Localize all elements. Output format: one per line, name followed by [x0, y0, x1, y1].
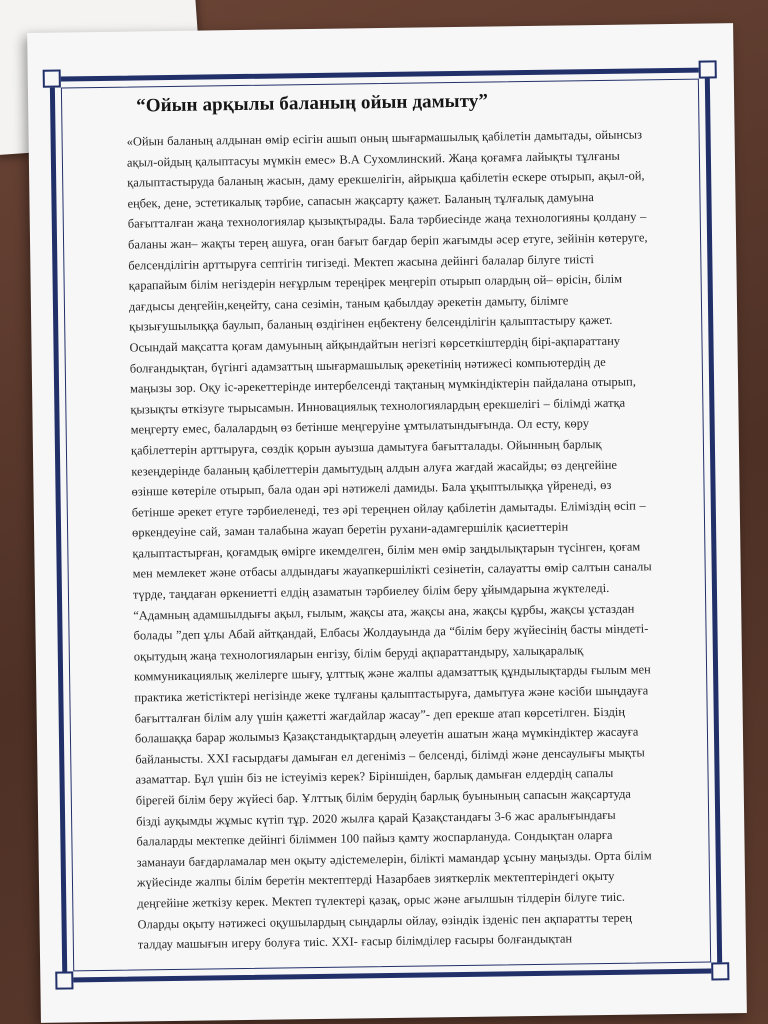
document-title: “Ойын арқылы баланың ойын дамыту”	[136, 90, 489, 117]
border-corner-ornament	[711, 962, 729, 980]
document-content	[126, 88, 658, 955]
border-corner-ornament	[43, 70, 61, 88]
border-corner-ornament	[55, 971, 73, 989]
document-body: «Ойын баланың алдынан өмір есігін ашып оның шығармашылық қабілетін дамытады, ойынсыз ақыл-ойдың қалыптасуы мүмкін емес» В.А Сухомлинский. Жаңа қоғамға лайықты тұлғаны қалыптастыруда баланың жасын, даму ерекшелігін, айрықша қабілетін ескере отырып, ақыл-ой, еңбек, дене, эстетикалық тәрбие, сапасын жақсарту қажет. Баланың тұлғалық дамуына бағытталған жаңа технологиялар қызықтырады. Бала тәрбиесінде жаңа технологияны қолдану – баланы жан– жақты терең ашуға, оған бағыт бағдар беріп жағымды әсер етуге, зейінін көтеруге, белсенділігін арттыруға септігін тигізеді. Мектеп жасына дейінгі балалар білуге тиісті қарапайым білім негіздерін неғұрлым тереңірек меңгеріп отырып олардың ой– өрісін, білім дағдысы деңгейін,кеңейту, сана сезімін, таным қабылдау әрекетін дамыту, білімге қызығушылыққа баулып, баланың өздігінен еңбектену белсенділігін қалыптастыру қажет. Осындай мақсатта қоғам дамуының айқындайтын негізгі көрсеткіштердің бірі-ақпараттану болғандықтан, бүгінгі адамзаттың шығармашылық әрекетінің нәтижесі компьютердің де маңызы зор. Оқу іс-әрекеттерінде интербелсенді тақтаның мүмкіндіктерін пайдалана отырып, қызықты өткізуге тырысамын. Инновациялық технологиялардың ерекшелігі – білімді жатқа меңгерту емес, балалардың өз бетінше меңгеруіне ұмтылатындығында. Ол есту, көру қабілеттерін арттыруға, сөздік қорын ауызша дамытуға бағытталады. Ойынның барлық кезеңдерінде баланың қабілеттерін дамытудың алдын алуға жағдай жасайды; өз деңгейіне өзінше көтеріле отырып, бала одан әрі нәтижелі дамиды. Бала ұқыптылыққа үйренеді, өз бетінше әрекет етуге тәрбиеленеді, тез әрі тереңнен ойлау қабілетін дамытады. Еліміздің өсіп –өркендеуіне сай, заман талабына жауап беретін рухани-адамгершілік қасиеттерін қалыптастырған, қоғамдық өмірге икемделген, білім мен өмір заңдылықтарын түсінген, қоғам мен мемлекет және отбасы алдындағы жауапкершілікті сезінетін, салауатты өмір салтын саналы түрде, таңдаған өркениетті елдің азаматын тәрбиелеу білім беру ұйымдарына жүктеледі. “Адамның адамшылдығы ақыл, ғылым, жақсы ата, жақсы ана, жақсы құрбы, жақсы ұстаздан болады ”деп ұлы Абай айтқандай, Елбасы Жолдауында да “білім беру жүйесінің басты міндеті- оқытудың жаңа технологияларын енгізу, білім беруді ақпараттандыру, халықаралық коммуникациялық желілерге шығу, ұлттық және жалпы адамзаттық құндылықтарды ғылым мен практика жетістіктері негізінде жеке тұлғаны қалыптастыруға, дамытуға және кәсіби шыңдауға бағытталған білім алу үшін қажетті жағдайлар жасау”- деп ерекше атап көрсетілген. Біздің болашаққа барар жолымыз Қазақстандықтардың әлеуетін ашатын жаңа мүмкіндіктер жасауға байланысты. XXI ғасырдағы дамыған ел дегеніміз – белсенді, білімді және денсаулығы мықты азаматтар. Бұл үшін біз не істеуіміз керек? Біріншіден, барлық дамыған елдердің сапалы бірегей білім беру жүйесі бар. Ұлттық білім берудің барлық буынының сапасын жақсартуда бізді ауқымды жұмыс күтіп тұр. 2020 жылға қарай Қазақстандағы 3-6 жас аралығындағы балаларды мектепке дейінгі біліммен 100 пайыз қамту жоспарлануда. Сондықтан оларға заманауи бағдарламалар мен оқыту әдістемелерін, білікті мамандар ұсыну маңызды. Орта білім жүйесінде жалпы білім беретін мектептерді Назарбаев зияткерлік мектептеріндегі оқыту деңгейіне жеткізу керек. Мектеп түлектері қазақ, орыс және ағылшын тілдерін білуге тиіс. Оларды оқыту нәтижесі оқушылардың сыңдарлы ойлау, өзіндік ізденіс пен ақпаратты терең талдау машығын игеру болуға тиіс. XXI- ғасыр білімділер ғасыры болғандықтан	[126, 127, 652, 952]
border-corner-ornament	[699, 60, 717, 78]
paper-sheet	[27, 23, 747, 1023]
